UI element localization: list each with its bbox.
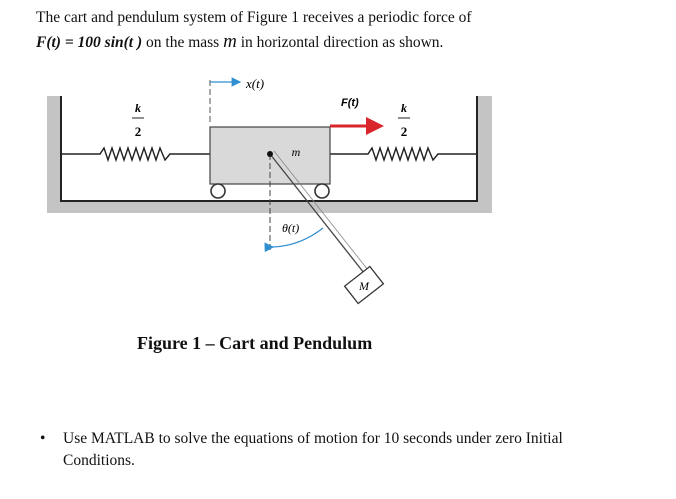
figure-caption: Figure 1 – Cart and Pendulum — [137, 333, 373, 353]
mass-variable: m — [223, 31, 237, 52]
right-wall — [476, 96, 478, 202]
spring-right-k: k — [401, 101, 407, 115]
force-label: F(t) — [341, 97, 359, 109]
spring-right-2: 2 — [400, 124, 408, 139]
cart-wheel-right — [315, 184, 329, 198]
intro-line-2-mid: on the mass — [142, 34, 224, 51]
pivot-point — [267, 151, 273, 157]
force-equation: F(t) = 100 sin(t ) — [36, 34, 143, 51]
left-wall — [60, 96, 62, 202]
cart-mass-label: m — [291, 145, 301, 159]
angle-label: θ(t) — [282, 221, 300, 235]
spring-left-2: 2 — [134, 124, 142, 139]
intro-line-2-end: in horizontal direction as shown. — [236, 34, 444, 51]
bullet-dot: • — [40, 430, 46, 447]
spring-left-k: k — [135, 101, 141, 115]
cart-wheel-left — [211, 184, 225, 198]
bullet-text: Use MATLAB to solve the equations of motion for 10 seconds under zero Initial Conditions. — [63, 430, 563, 469]
intro-line-1: The cart and pendulum system of Figure 1 receives a periodic force of — [36, 9, 472, 26]
pendulum-mass-label: M — [359, 279, 369, 293]
x-label: x(t) — [246, 76, 265, 91]
